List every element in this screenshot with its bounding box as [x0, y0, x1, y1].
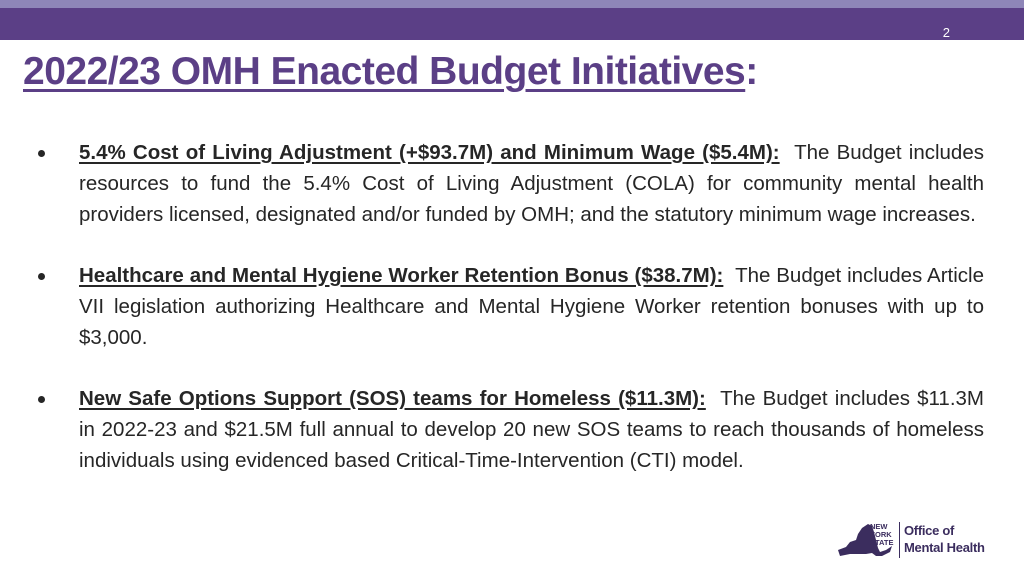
page-title-text: 2022/23 OMH Enacted Budget Initiatives	[23, 50, 746, 93]
bullet-icon	[38, 273, 45, 280]
page-title	[23, 50, 758, 94]
nys-line-2: YORK	[870, 530, 892, 539]
bullet-icon	[38, 396, 45, 403]
bullet-body: The Budget includes $11.3M in 2022-23 and $21.5M full annual to develop 20 new SOS teams to reach thousands of homeless individuals using evidenced based Critical-Time-Intervention (CTI) model.	[79, 387, 984, 472]
nys-wordmark	[870, 523, 893, 547]
bullet-icon	[38, 150, 45, 157]
bullet-body: The Budget includes resources to fund the 5.4% Cost of Living Adjustment (COLA) for community mental health providers licensed, designated and/or funded by OMH; and the statutory minimum wage increases.	[79, 141, 984, 226]
bullet-heading: 5.4% Cost of Living Adjustment (+$93.7M) and Minimum Wage ($5.4M):	[79, 141, 780, 164]
office-line-2: Mental Health	[904, 540, 985, 555]
page-title-colon: :	[745, 50, 758, 93]
list-item	[38, 383, 984, 476]
logo-divider	[899, 522, 900, 558]
list-item	[38, 260, 984, 353]
bullet-heading: New Safe Options Support (SOS) teams for Homeless ($11.3M):	[79, 387, 706, 410]
bullet-heading: Healthcare and Mental Hygiene Worker Retention Bonus ($38.7M):	[79, 264, 724, 287]
top-accent-stripe	[0, 0, 1024, 8]
office-line-1: Office of	[904, 523, 955, 538]
bullet-body: The Budget includes Article VII legislation authorizing Healthcare and Mental Hygiene Worker retention bonuses with up to $3,000.	[79, 264, 984, 349]
initiative-list	[38, 137, 984, 506]
omh-logo	[836, 520, 988, 562]
list-item	[38, 137, 984, 230]
nys-line-1: NEW	[870, 522, 888, 531]
office-wordmark	[904, 522, 985, 556]
nys-line-3: STATE	[870, 538, 894, 547]
header-bar	[0, 8, 1024, 40]
slide-number: 2	[942, 25, 950, 40]
